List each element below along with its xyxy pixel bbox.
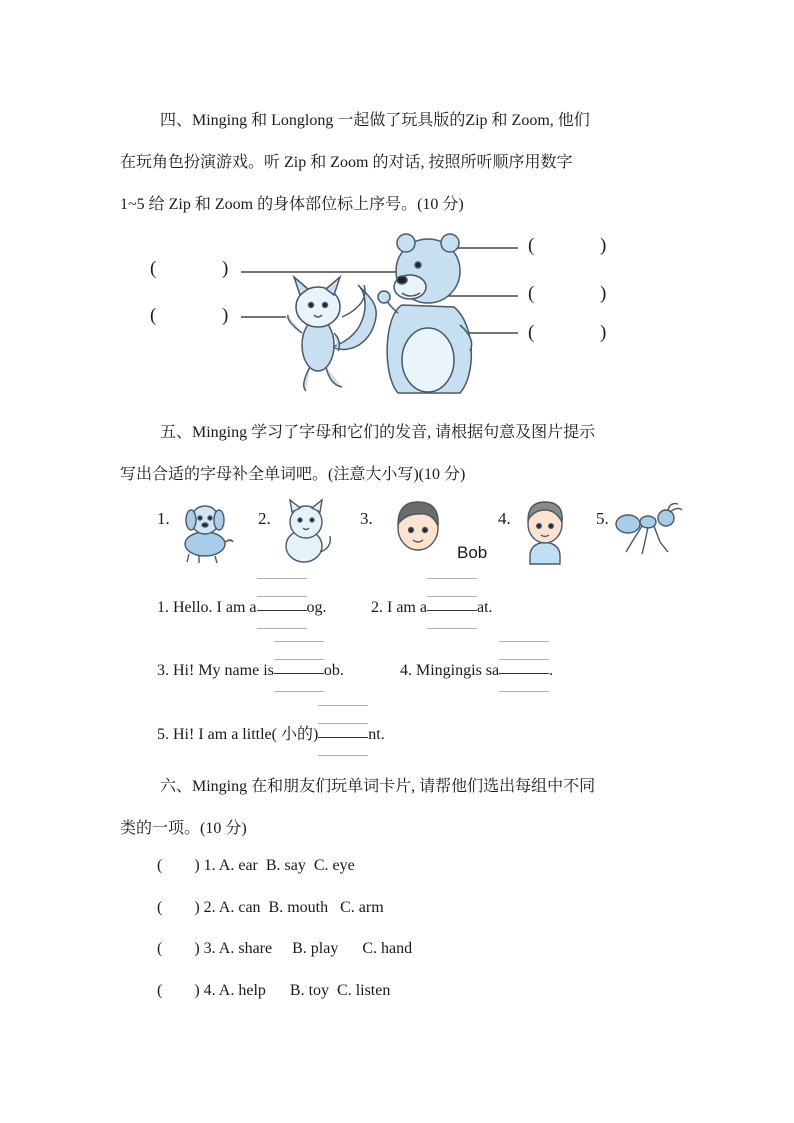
option-c: C. arm	[340, 899, 384, 916]
pic-label-4: 4.	[498, 509, 511, 528]
q1-text-after: og.	[306, 599, 327, 616]
bob-label: Bob	[457, 543, 488, 562]
answer-bracket-right-1-close: )	[600, 235, 607, 256]
q5-text-before: 5. Hi! I am a little( 小的)	[157, 726, 319, 743]
item-number: 3.	[203, 940, 216, 957]
question-5-1	[157, 596, 327, 617]
option-c: C. hand	[362, 940, 413, 957]
q3-blank[interactable]	[274, 659, 324, 675]
section4-line3: 1~5 给 Zip 和 Zoom 的身体部位标上序号。(10 分)	[120, 196, 464, 213]
answer-bracket-right-3-close: )	[600, 322, 607, 343]
section6-line2: 类的一项。(10 分)	[120, 820, 247, 837]
choice-row-4	[157, 982, 390, 1000]
ant-picture	[612, 502, 684, 558]
option-b: B. toy	[289, 982, 330, 999]
pic-label-3: 3.	[360, 509, 373, 528]
question-5-4	[400, 659, 553, 680]
pic-label-5: 5.	[596, 509, 609, 528]
item-number: 1.	[203, 857, 216, 874]
option-c: C. eye	[313, 857, 355, 874]
section5-line2: 写出合适的字母补全单词吧。(注意大小写)(10 分)	[120, 466, 466, 483]
q5-text-after: nt.	[368, 726, 385, 743]
cat-picture	[276, 498, 336, 566]
choice-row-2	[157, 899, 384, 917]
q4-text-before: 4. Mingingis sa	[400, 662, 500, 679]
pic-label-2: 2.	[258, 509, 271, 528]
section4-line1: 四、Minging 和 Longlong 一起做了玩具版的Zip 和 Zoom, 他们	[160, 112, 590, 129]
option-b: B. mouth	[268, 899, 329, 916]
answer-bracket-right-2-open: (	[528, 283, 535, 304]
answer-bracket[interactable]: ( )	[157, 940, 200, 957]
item-number: 4.	[203, 982, 216, 999]
zip-squirrel-figure	[288, 277, 376, 391]
answer-bracket-left-1-open: (	[150, 258, 157, 279]
q1-blank[interactable]	[257, 596, 307, 612]
q2-blank[interactable]	[427, 596, 477, 612]
zoom-bear-figure	[378, 234, 472, 393]
answer-bracket-left-2-close: )	[222, 305, 229, 326]
q1-text-before: 1. Hello. I am a	[157, 599, 257, 616]
answer-bracket-right-1-open: (	[528, 235, 535, 256]
q5-blank[interactable]	[318, 723, 368, 739]
choice-row-3	[157, 940, 412, 958]
option-b: B. play	[292, 940, 339, 957]
dog-picture	[175, 498, 235, 566]
bob-boy-picture	[388, 498, 448, 556]
question-5-3	[157, 659, 344, 680]
section5-line1: 五、Minging 学习了字母和它们的发音, 请根据句意及图片提示	[160, 424, 596, 441]
answer-bracket-right-3-open: (	[528, 322, 535, 343]
section4-line2: 在玩角色扮演游戏。听 Zip 和 Zoom 的对话, 按照所听顺序用数字	[120, 154, 573, 171]
answer-bracket[interactable]: ( )	[157, 899, 200, 916]
choice-row-1	[157, 857, 355, 875]
boy-picture	[518, 496, 572, 566]
option-a: A. help	[218, 982, 266, 999]
answer-bracket-left-1-close: )	[222, 258, 229, 279]
question-5-2	[371, 596, 493, 617]
pic-label-1: 1.	[157, 509, 170, 528]
answer-bracket[interactable]: ( )	[157, 982, 200, 999]
option-b: B. say	[265, 857, 306, 874]
q4-blank[interactable]	[499, 659, 549, 675]
answer-bracket-right-2-close: )	[600, 283, 607, 304]
answer-bracket-left-2-open: (	[150, 305, 157, 326]
option-a: A. share	[218, 940, 273, 957]
option-a: A. can	[218, 899, 261, 916]
section6-line1: 六、Minging 在和朋友们玩单词卡片, 请帮他们选出每组中不同	[160, 778, 596, 795]
q4-text-after: .	[549, 662, 554, 679]
answer-bracket[interactable]: ( )	[157, 857, 200, 874]
q3-text-after: ob.	[323, 662, 344, 679]
q2-text-before: 2. I am a	[371, 599, 427, 616]
item-number: 2.	[203, 899, 216, 916]
q2-text-after: at.	[476, 599, 493, 616]
option-c: C. listen	[337, 982, 391, 999]
option-a: A. ear	[218, 857, 258, 874]
question-5-5	[157, 721, 385, 744]
q3-text-before: 3. Hi! My name is	[157, 662, 274, 679]
zip-zoom-illustration	[230, 225, 530, 400]
